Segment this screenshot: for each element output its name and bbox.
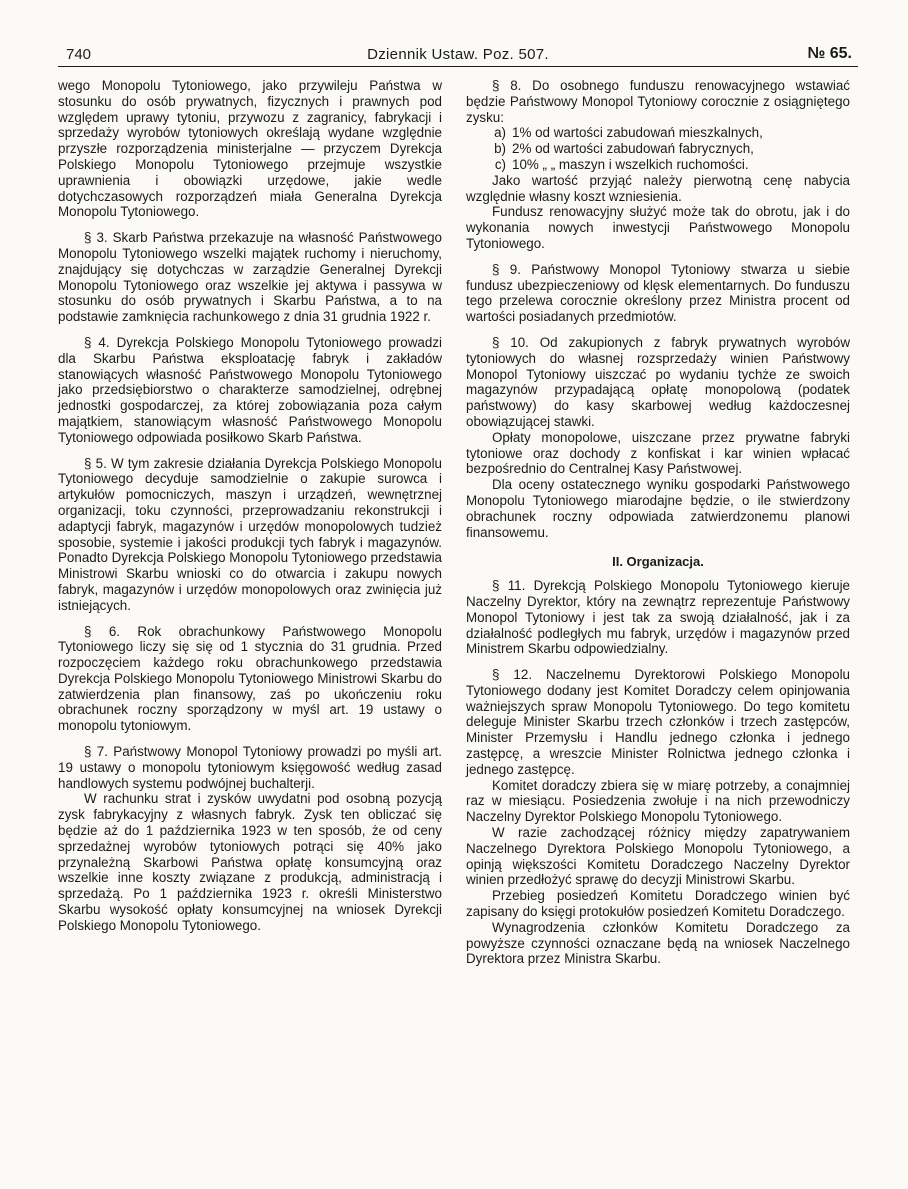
paragraph-section-5: § 5. W tym zakresie działania Dyrekcja Polskiego Monopolu Tytoniowego decyduje samodzielnie o zakupie surowca i artykułów pomocniczych, maszyn i urządzeń, wewnętrznej organizacji, toku czynności, przeprowadzaniu rekonstrukcji i adaptycji fabryk, magazynów i urzędów monopolowych tudzież sposobie, systemie i jakości produkcji tych fabryk i magazynów. Ponadto Dyrekcja Polskiego Monopolu Tytoniowego przedstawia Ministrowi Skarbu wnioski co do otwarcia i zakupu nowych fabryk, magazynów i urzędów monopolowych oraz zwinięcia już istniejących. xyxy=(58,455,442,613)
paragraph-section-6: § 6. Rok obrachunkowy Państwowego Monopolu Tytoniowego liczy się się od 1 stycznia do 31 grudnia. Przed rozpoczęciem każdego roku obrachunkowego przedstawia Dyrekcja Polskiego Monopolu Tytoniowego Ministrowi Skarbu do zatwierdzenia plan finansowy, zaś po ukończeniu roku obrachunek roczny sporządzony w myśl art. 19 ustawy o monopolu tytoniowym. xyxy=(58,623,442,734)
paragraph: W rachunku strat i zysków uwydatni pod osobną pozycją zysk fabrykacyjny z własnych fabryk. Zysk ten obliczać się będzie aż do 1 października 1923 w ten sposób, że od ceny sprzedażnej wyrobów tytoniowych potrąci się 40% jako przynależną Skarbowi Państwa opłatę konsumcyjną oraz wszelkie inne koszty związane z produkcją, administracją i sprzedażą. Po 1 października 1923 r. określi Ministerstwo Skarbu wysokość opłaty konsumcyjnej na wniosek Dyrekcji Polskiego Monopolu Tytoniowego. xyxy=(58,791,442,933)
list-item xyxy=(466,141,850,157)
paragraph-section-11: § 11. Dyrekcją Polskiego Monopolu Tytoniowego kieruje Naczelny Dyrektor, który na zewnątrz reprezentuje Państwowy Monopol Tytoniowy i jest tak za swoją działalność, jak i za działalność podległych mu fabryk, urzędów i magazynów przed Ministrem Skarbu odpowiedzialny. xyxy=(466,578,850,657)
paragraph-section-9: § 9. Państwowy Monopol Tytoniowy stwarza u siebie fundusz ubezpieczeniowy od klęsk elementarnych. Do funduszu tego przelewa corocznie określony przez Ministra procent od wartości posiadanych przedmiotów. xyxy=(466,261,850,325)
journal-title: Dziennik Ustaw. Poz. 507. xyxy=(367,46,549,63)
paragraph: Dla oceny ostatecznego wyniku gospodarki Państwowego Monopolu Tytoniowego miarodajne będzie, o ile stwierdzony obrachunek roczny odpowiada zatwierdzonemu planowi finansowemu. xyxy=(466,477,850,540)
paragraph-section-12: § 12. Naczelnemu Dyrektorowi Polskiego Monopolu Tytoniowego dodany jest Komitet Doradczy celem opinjowania ważniejszych spraw Monopolu Tytoniowego. Do tego komitetu deleguje Minister Skarbu trzech członków i trzech zastępców, Minister Przemysłu i Handlu jednego członka i jednego zastępcę, a wreszcie Minister Rolnictwa jednego członka i jednego zastępcę. xyxy=(466,667,850,777)
paragraph: W razie zachodzącej różnicy między zapatrywaniem Naczelnego Dyrektora Polskiego Monopolu Tytoniowego, a opinją większości Komitetu Doradczego Naczelny Dyrektor winien przedłożyć sprawę do decyzji Ministrowi Skarbu. xyxy=(466,825,850,888)
paragraph: Przebieg posiedzeń Komitetu Doradczego winien być zapisany do księgi protokułów posiedzeń Komitetu Doradczego. xyxy=(466,888,850,920)
paragraph-section-10: § 10. Od zakupionych z fabryk prywatnych wyrobów tytoniowych do własnej rozsprzedaży winien Państwowy Monopol Tytoniowy uiszczać po wydaniu tychże ze swoich magazynów przypadającą opłatę monopolową (podatek państwowy) do kasy skarbowej według każdoczesnej obowiązującej stawki. xyxy=(466,334,850,429)
renovation-list xyxy=(466,125,850,172)
paragraph: Komitet doradczy zbiera się w miarę potrzeby, a conajmniej raz w miesiącu. Posiedzenia zwołuje i na nich przewodniczy Naczelny Dyrektor Polskiego Monopolu Tytoniowego. xyxy=(466,777,850,825)
paragraph: Wynagrodzenia członków Komitetu Doradczego za powyższe czynności oznaczane będą na wniosek Naczelnego Dyrektora przez Ministra Skarbu. xyxy=(466,919,850,967)
paragraph: Jako wartość przyjąć należy pierwotną cenę nabycia względnie własny koszt wzniesienia. xyxy=(466,172,850,204)
paragraph: Fundusz renowacyjny służyć może tak do obrotu, jak i do wykonania nowych inwestycji Państwowego Monopolu Tytoniowego. xyxy=(466,204,850,251)
list-item-text: 1% od wartości zabudowań mieszkalnych, xyxy=(512,125,763,141)
paragraph-section-3: § 3. Skarb Państwa przekazuje na własność Państwowego Monopolu Tytoniowego wszelki majątek ruchomy i nieruchomy, znajdujący się dotychczas w zarządzie Generalnej Dyrekcji Monopolu Tytoniowego oraz wszelkie jej aktywa i passywa w stosunku do osób prywatnych i Skarbu Państwa, a to na podstawie zamknięcia rachunkowego z dnia 31 grudnia 1922 r. xyxy=(58,230,442,325)
list-item-label: a) xyxy=(494,125,506,141)
list-item-label: c) xyxy=(494,156,506,172)
list-item xyxy=(466,157,850,173)
paragraph: wego Monopolu Tytoniowego, jako przywileju Państwa w stosunku do osób prywatnych, fizycznych i prawnych pod względem uprawy tytoniu, przywozu z zagranicy, fabrykacji i sprzedaży wyrobów tytoniowych określają wydane względnie przyszłe rozporządzenia ministerjalne — przyczem Dyrekcja Polskiego Monopolu Tytoniowego przejmuje wszystkie uprawnienia i obowiązki urzędowe, jakie wedle dotychczasowych rozporządzeń miała Generalna Dyrekcja Monopolu Tytoniowego. xyxy=(58,78,442,220)
paragraph-section-4: § 4. Dyrekcja Polskiego Monopolu Tytoniowego prowadzi dla Skarbu Państwa eksploatację fabryk i zakładów stanowiących własność Państwowego Monopolu Tytoniowego jako przedsiębiorstwo o charakterze samodzielnej, odrębnej jednostki gospodarczej, za której zobowiązania poza całym majątkiem, stanowiącym własność Państwowego Monopolu Tytoniowego odpowiada posiłkowo Skarb Państwa. xyxy=(58,334,442,445)
paragraph-section-8: § 8. Do osobnego funduszu renowacyjnego wstawiać będzie Państwowy Monopol Tytoniowy corocznie z osiągniętego zysku: xyxy=(466,78,850,125)
right-column xyxy=(466,78,850,967)
list-item-label: b) xyxy=(494,141,506,157)
paragraph-section-7: § 7. Państwowy Monopol Tytoniowy prowadzi po myśli art. 19 ustawy o monopolu tytoniowym księgowość według zasad handlowych systemu podwójnej buchalterji. xyxy=(58,744,442,791)
section-heading: II. Organizacja. xyxy=(612,554,704,570)
list-item-text: 10% „ „ maszyn i wszelkich ruchomości. xyxy=(512,156,749,172)
left-column xyxy=(58,78,442,934)
list-item-text: 2% od wartości zabudowań fabrycznych, xyxy=(512,141,754,157)
issue-number: № 65. xyxy=(807,45,852,62)
paragraph: Opłaty monopolowe, uiszczane przez prywatne fabryki tytoniowe oraz dochody z konfiskat i kar winien wpłacać bezpośrednio do Centralnej Kasy Państwowej. xyxy=(466,429,850,477)
page-number: 740 xyxy=(66,46,92,63)
page-header xyxy=(58,40,858,67)
list-item xyxy=(466,125,850,141)
